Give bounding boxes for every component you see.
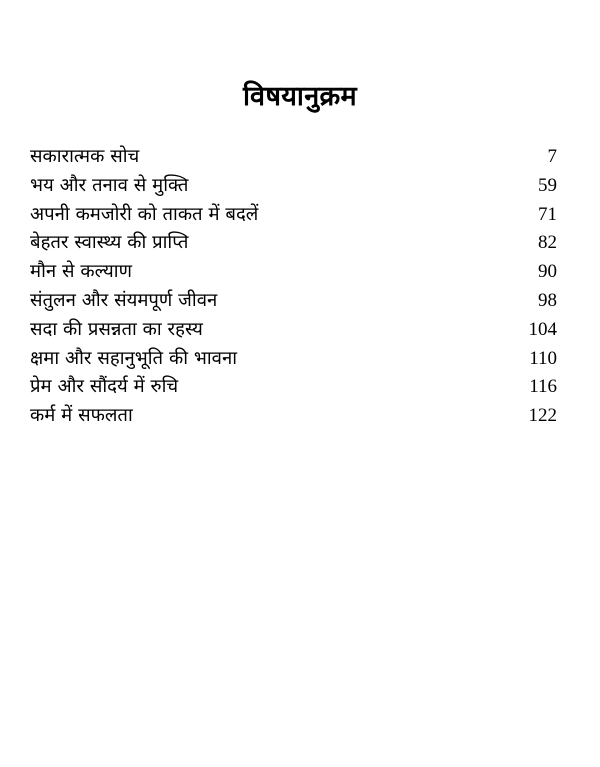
toc-entry [30, 373, 557, 402]
toc-entry [30, 172, 557, 201]
toc-entry-page: 110 [529, 347, 557, 369]
table-of-contents [30, 143, 557, 431]
toc-entry-page: 116 [529, 376, 557, 398]
toc-entry-title: सकारात्मक सोच [30, 146, 140, 167]
toc-entry [30, 229, 557, 258]
toc-entry [30, 402, 557, 431]
page-title: विषयानुक्रम [243, 81, 357, 113]
toc-entry-title: प्रेम और सौंदर्य में रुचि [30, 376, 179, 398]
toc-entry-page: 82 [538, 232, 557, 254]
toc-entry-page: 98 [538, 289, 557, 311]
toc-entry-page: 122 [528, 405, 557, 427]
toc-entry-page: 7 [547, 146, 557, 167]
toc-entry-page: 59 [538, 174, 557, 196]
toc-entry-page: 90 [538, 261, 557, 283]
toc-entry-title: संतुलन और संयमपूर्ण जीवन [30, 289, 218, 311]
toc-entry-title: कर्म में सफलता [30, 405, 133, 427]
toc-entry [30, 345, 557, 374]
toc-entry [30, 316, 557, 345]
toc-entry-title: भय और तनाव से मुक्ति [30, 174, 189, 196]
toc-entry-title: मौन से कल्याण [30, 261, 132, 283]
toc-entry-title: सदा की प्रसन्नता का रहस्य [30, 318, 203, 340]
toc-entry [30, 143, 557, 172]
toc-entry-page: 104 [528, 318, 557, 340]
toc-entry-page: 71 [538, 203, 557, 225]
toc-entry-title: बेहतर स्वास्थ्य की प्राप्ति [30, 232, 189, 254]
toc-entry-title: अपनी कमजोरी को ताकत में बदलें [30, 203, 259, 225]
toc-entry [30, 201, 557, 230]
toc-entry [30, 258, 557, 287]
toc-entry [30, 287, 557, 316]
toc-entry-title: क्षमा और सहानुभूति की भावना [30, 347, 238, 369]
